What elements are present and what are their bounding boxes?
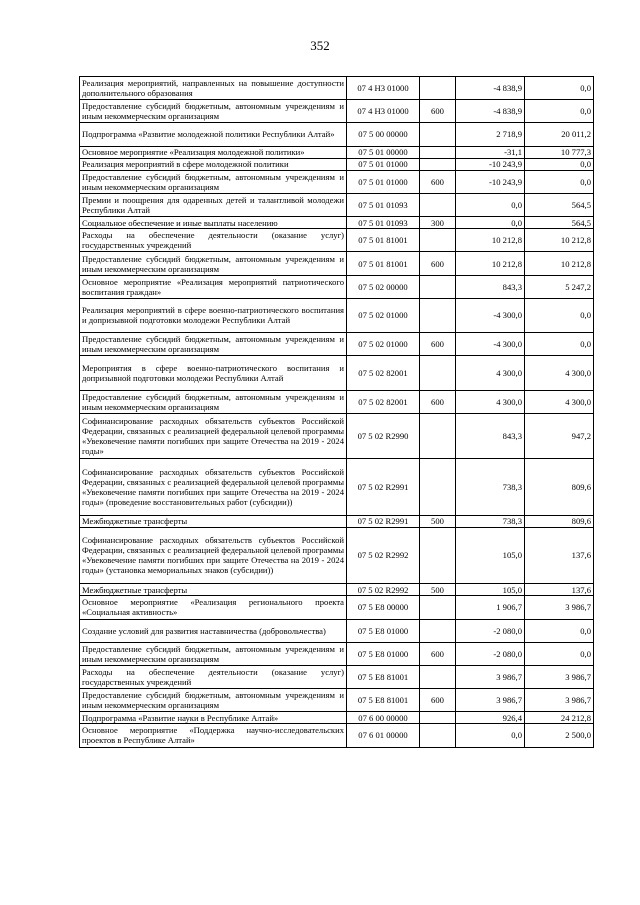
- row-value-1-cell: 10 212,8: [456, 252, 525, 275]
- row-value-1-cell: -4 838,9: [456, 100, 525, 123]
- table-row: [80, 356, 594, 390]
- row-name-cell: Премии и поощрения для одаренных детей и талантливой молодежи Республики Алтай: [80, 193, 347, 216]
- table-row: [80, 619, 594, 642]
- table-row: [80, 275, 594, 298]
- row-code-cell: 07 5 02 00000: [347, 275, 420, 298]
- row-code-cell: 07 5 02 82001: [347, 356, 420, 390]
- row-value-1-cell: -4 300,0: [456, 333, 525, 356]
- row-value-2-cell: 0,0: [525, 298, 594, 332]
- row-value-2-cell: 137,6: [525, 584, 594, 596]
- row-value-2-cell: 0,0: [525, 77, 594, 100]
- row-code-cell: 07 5 02 82001: [347, 390, 420, 413]
- row-value-2-cell: 137,6: [525, 527, 594, 584]
- row-value-2-cell: 4 300,0: [525, 356, 594, 390]
- row-name-cell: Предоставление субсидий бюджетным, автономным учреждениям и иным некоммерческим организациям: [80, 252, 347, 275]
- table-row: [80, 390, 594, 413]
- row-name-cell: Софинансирование расходных обязательств субъектов Российской Федерации, связанных с реализацией федеральной целевой программы «Увековечение памяти погибших при защите Отечества на 2019 - 2024 годы» (установка мемориальных знаков (субсидии)): [80, 527, 347, 584]
- row-value-1-cell: 3 986,7: [456, 689, 525, 712]
- row-value-2-cell: 3 986,7: [525, 665, 594, 688]
- row-code-cell: 07 5 Е8 00000: [347, 596, 420, 619]
- row-type-cell: 500: [420, 584, 456, 596]
- table-row: [80, 459, 594, 516]
- row-name-cell: Предоставление субсидий бюджетным, автономным учреждениям и иным некоммерческим организациям: [80, 642, 347, 665]
- table-row: [80, 217, 594, 229]
- row-name-cell: Реализация мероприятий, направленных на повышение доступности дополнительного образования: [80, 77, 347, 100]
- row-value-1-cell: 0,0: [456, 217, 525, 229]
- row-code-cell: 07 5 02 R2990: [347, 413, 420, 458]
- row-name-cell: Основное мероприятие «Реализация молодежной политики»: [80, 146, 347, 158]
- row-name-cell: Основное мероприятие «Реализация регионального проекта «Социальная активность»: [80, 596, 347, 619]
- row-type-cell: [420, 193, 456, 216]
- row-type-cell: 600: [420, 252, 456, 275]
- row-value-2-cell: 3 986,7: [525, 689, 594, 712]
- row-code-cell: 07 4 Н3 01000: [347, 77, 420, 100]
- table-row: [80, 642, 594, 665]
- row-type-cell: [420, 619, 456, 642]
- row-code-cell: 07 5 00 00000: [347, 123, 420, 146]
- row-value-1-cell: 4 300,0: [456, 390, 525, 413]
- row-code-cell: 07 5 01 81001: [347, 229, 420, 252]
- table-row: [80, 333, 594, 356]
- row-name-cell: Предоставление субсидий бюджетным, автономным учреждениям и иным некоммерческим организациям: [80, 100, 347, 123]
- row-code-cell: 07 5 Е8 81001: [347, 689, 420, 712]
- table-row: [80, 298, 594, 332]
- row-value-2-cell: 20 011,2: [525, 123, 594, 146]
- row-value-2-cell: 809,6: [525, 459, 594, 516]
- row-code-cell: 07 5 02 R2991: [347, 515, 420, 527]
- row-name-cell: Реализация мероприятий в сфере военно-патриотического воспитания и допризывной подготовки молодежи Республики Алтай: [80, 298, 347, 332]
- table-row: [80, 100, 594, 123]
- row-value-1-cell: 738,3: [456, 515, 525, 527]
- table-row: [80, 158, 594, 170]
- row-value-2-cell: 5 247,2: [525, 275, 594, 298]
- row-type-cell: [420, 158, 456, 170]
- row-value-1-cell: 2 718,9: [456, 123, 525, 146]
- row-code-cell: 07 4 Н3 01000: [347, 100, 420, 123]
- row-name-cell: Софинансирование расходных обязательств субъектов Российской Федерации, связанных с реализацией федеральной целевой программы «Увековечение памяти погибших при защите Отечества на 2019 - 2024 годы»: [80, 413, 347, 458]
- row-name-cell: Расходы на обеспечение деятельности (оказание услуг) государственных учреждений: [80, 229, 347, 252]
- table-row: [80, 413, 594, 458]
- row-type-cell: [420, 527, 456, 584]
- table-row: [80, 170, 594, 193]
- row-value-2-cell: 24 212,8: [525, 712, 594, 724]
- table-row: [80, 584, 594, 596]
- row-value-1-cell: 0,0: [456, 193, 525, 216]
- row-code-cell: 07 5 01 01093: [347, 193, 420, 216]
- row-code-cell: 07 5 02 R2992: [347, 584, 420, 596]
- row-code-cell: 07 5 01 81001: [347, 252, 420, 275]
- row-name-cell: Софинансирование расходных обязательств субъектов Российской Федерации, связанных с реализацией федеральной целевой программы «Увековечение памяти погибших при защите Отечества на 2019 - 2024 годы» (проведение восстановительных работ (субсидии)): [80, 459, 347, 516]
- row-code-cell: 07 5 01 01000: [347, 158, 420, 170]
- row-value-1-cell: -10 243,9: [456, 170, 525, 193]
- row-name-cell: Предоставление субсидий бюджетным, автономным учреждениям и иным некоммерческим организациям: [80, 333, 347, 356]
- row-type-cell: [420, 123, 456, 146]
- budget-table: [79, 76, 594, 748]
- row-name-cell: Расходы на обеспечение деятельности (оказание услуг) государственных учреждений: [80, 665, 347, 688]
- row-value-2-cell: 0,0: [525, 642, 594, 665]
- row-code-cell: 07 6 00 00000: [347, 712, 420, 724]
- row-value-2-cell: 10 212,8: [525, 229, 594, 252]
- row-name-cell: Основное мероприятие «Поддержка научно-исследовательских проектов в Республике Алтай»: [80, 724, 347, 747]
- table-row: [80, 527, 594, 584]
- row-value-2-cell: 809,6: [525, 515, 594, 527]
- table-row: [80, 229, 594, 252]
- row-code-cell: 07 6 01 00000: [347, 724, 420, 747]
- table-row: [80, 712, 594, 724]
- row-type-cell: [420, 459, 456, 516]
- row-value-1-cell: 105,0: [456, 584, 525, 596]
- row-value-1-cell: 1 906,7: [456, 596, 525, 619]
- row-value-1-cell: 4 300,0: [456, 356, 525, 390]
- table-row: [80, 193, 594, 216]
- row-type-cell: 600: [420, 689, 456, 712]
- row-type-cell: [420, 298, 456, 332]
- row-value-1-cell: 10 212,8: [456, 229, 525, 252]
- row-type-cell: [420, 665, 456, 688]
- row-name-cell: Предоставление субсидий бюджетным, автономным учреждениям и иным некоммерческим организациям: [80, 390, 347, 413]
- row-type-cell: [420, 724, 456, 747]
- row-type-cell: 600: [420, 390, 456, 413]
- row-name-cell: Создание условий для развития наставничества (добровольчества): [80, 619, 347, 642]
- row-type-cell: [420, 712, 456, 724]
- row-type-cell: [420, 356, 456, 390]
- row-name-cell: Подпрограмма «Развитие молодежной политики Республики Алтай»: [80, 123, 347, 146]
- table-row: [80, 252, 594, 275]
- row-value-2-cell: 564,5: [525, 193, 594, 216]
- row-type-cell: 600: [420, 642, 456, 665]
- row-value-2-cell: 4 300,0: [525, 390, 594, 413]
- row-type-cell: [420, 275, 456, 298]
- row-type-cell: [420, 596, 456, 619]
- row-name-cell: Реализация мероприятий в сфере молодежной политики: [80, 158, 347, 170]
- table-row: [80, 146, 594, 158]
- row-value-1-cell: 738,3: [456, 459, 525, 516]
- row-name-cell: Подпрограмма «Развитие науки в Республике Алтай»: [80, 712, 347, 724]
- row-code-cell: 07 5 02 01000: [347, 298, 420, 332]
- row-name-cell: Социальное обеспечение и иные выплаты населению: [80, 217, 347, 229]
- row-type-cell: 600: [420, 170, 456, 193]
- row-name-cell: Межбюджетные трансферты: [80, 515, 347, 527]
- row-type-cell: 500: [420, 515, 456, 527]
- row-code-cell: 07 5 02 R2992: [347, 527, 420, 584]
- row-value-1-cell: -2 080,0: [456, 642, 525, 665]
- row-value-2-cell: 0,0: [525, 333, 594, 356]
- row-name-cell: Предоставление субсидий бюджетным, автономным учреждениям и иным некоммерческим организациям: [80, 170, 347, 193]
- row-code-cell: 07 5 01 01093: [347, 217, 420, 229]
- row-value-1-cell: -2 080,0: [456, 619, 525, 642]
- table-row: [80, 724, 594, 747]
- row-name-cell: Межбюджетные трансферты: [80, 584, 347, 596]
- row-value-2-cell: 0,0: [525, 170, 594, 193]
- row-value-1-cell: 926,4: [456, 712, 525, 724]
- row-type-cell: 600: [420, 333, 456, 356]
- row-value-2-cell: 2 500,0: [525, 724, 594, 747]
- row-type-cell: [420, 146, 456, 158]
- row-value-2-cell: 10 777,3: [525, 146, 594, 158]
- row-value-2-cell: 947,2: [525, 413, 594, 458]
- row-value-1-cell: -10 243,9: [456, 158, 525, 170]
- row-value-1-cell: -4 838,9: [456, 77, 525, 100]
- row-type-cell: 300: [420, 217, 456, 229]
- row-value-2-cell: 10 212,8: [525, 252, 594, 275]
- row-value-2-cell: 564,5: [525, 217, 594, 229]
- row-value-1-cell: 0,0: [456, 724, 525, 747]
- row-code-cell: 07 5 Е8 81001: [347, 665, 420, 688]
- row-value-1-cell: -31,1: [456, 146, 525, 158]
- row-code-cell: 07 5 Е8 01000: [347, 642, 420, 665]
- table-row: [80, 77, 594, 100]
- row-code-cell: 07 5 02 01000: [347, 333, 420, 356]
- row-code-cell: 07 5 02 R2991: [347, 459, 420, 516]
- row-value-1-cell: -4 300,0: [456, 298, 525, 332]
- row-code-cell: 07 5 01 01000: [347, 170, 420, 193]
- row-value-2-cell: 0,0: [525, 100, 594, 123]
- table-row: [80, 123, 594, 146]
- table-row: [80, 596, 594, 619]
- row-value-1-cell: 3 986,7: [456, 665, 525, 688]
- row-name-cell: Основное мероприятие «Реализация мероприятий патриотического воспитания граждан»: [80, 275, 347, 298]
- table-row: [80, 665, 594, 688]
- row-value-2-cell: 3 986,7: [525, 596, 594, 619]
- row-value-2-cell: 0,0: [525, 619, 594, 642]
- row-value-1-cell: 843,3: [456, 275, 525, 298]
- row-value-1-cell: 105,0: [456, 527, 525, 584]
- row-code-cell: 07 5 01 00000: [347, 146, 420, 158]
- row-type-cell: [420, 413, 456, 458]
- row-type-cell: [420, 77, 456, 100]
- row-code-cell: 07 5 Е8 01000: [347, 619, 420, 642]
- row-type-cell: 600: [420, 100, 456, 123]
- row-name-cell: Предоставление субсидий бюджетным, автономным учреждениям и иным некоммерческим организациям: [80, 689, 347, 712]
- row-name-cell: Мероприятия в сфере военно-патриотического воспитания и допризывной подготовки молодежи Республики Алтай: [80, 356, 347, 390]
- table-row: [80, 689, 594, 712]
- budget-table-body: [80, 77, 594, 748]
- row-type-cell: [420, 229, 456, 252]
- row-value-2-cell: 0,0: [525, 158, 594, 170]
- row-value-1-cell: 843,3: [456, 413, 525, 458]
- table-row: [80, 515, 594, 527]
- page-number: 352: [310, 38, 330, 53]
